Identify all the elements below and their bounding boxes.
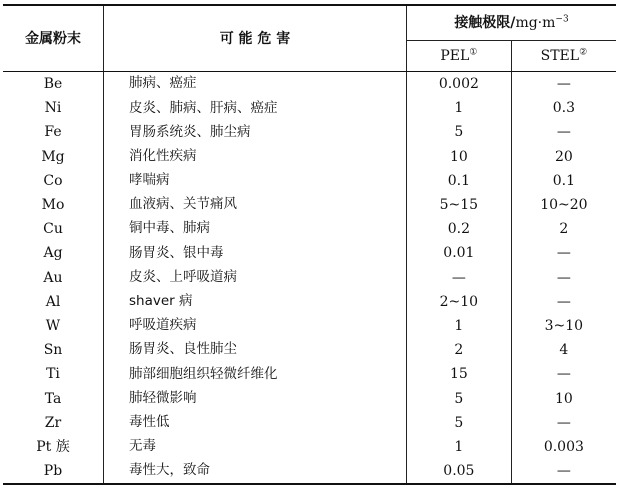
cell-metal: Be <box>43 76 63 93</box>
table-row <box>3 314 616 338</box>
cell-hazard: 毒性低 <box>104 411 407 435</box>
table-row <box>3 411 616 435</box>
cell-stel: 10~20 <box>511 193 616 217</box>
cell-hazard: 呼吸道疾病 <box>104 314 407 338</box>
header-stel-footnote: ② <box>579 47 588 58</box>
cell-stel: — <box>511 120 616 144</box>
header-pel <box>407 41 512 72</box>
cell-hazard: 皮炎、肺病、肝病、癌症 <box>104 96 407 120</box>
cell-stel: 20 <box>511 145 616 169</box>
table-row <box>3 241 616 265</box>
cell-stel: — <box>511 290 616 314</box>
cell-metal: Ta <box>44 390 62 407</box>
cell-stel: — <box>511 411 616 435</box>
cell-hazard: 哮喘病 <box>104 169 407 193</box>
cell-stel: 10 <box>511 386 616 410</box>
cell-metal: Fe <box>44 124 62 141</box>
cell-hazard: 肠胃炎、良性肺尘 <box>104 338 407 362</box>
cell-hazard: 铜中毒、肺病 <box>104 217 407 241</box>
cell-hazard: 消化性疾病 <box>104 145 407 169</box>
cell-hazard: shaver 病 <box>104 290 407 314</box>
cell-stel: — <box>511 459 616 484</box>
table-row <box>3 386 616 410</box>
table-row <box>3 266 616 290</box>
header-pel-label: PEL <box>440 48 470 64</box>
cell-metal: Zr <box>44 414 62 431</box>
cell-metal: Sn <box>43 342 63 359</box>
cell-metal: Cu <box>43 221 63 238</box>
table-row <box>3 217 616 241</box>
table-row <box>3 169 616 193</box>
table-row <box>3 338 616 362</box>
cell-pel: 2 <box>407 338 512 362</box>
cell-metal: Ti <box>46 366 60 383</box>
cell-hazard: 肺病、癌症 <box>104 72 407 97</box>
header-exposure-limit-unit: mg·m <box>515 15 556 31</box>
cell-pel: 1 <box>407 96 512 120</box>
header-row-top <box>3 5 616 41</box>
table-row <box>3 96 616 120</box>
cell-hazard: 肺轻微影响 <box>104 386 407 410</box>
cell-stel: — <box>511 72 616 97</box>
cell-pel: 0.05 <box>407 459 512 484</box>
cell-metal: Pt 族 <box>36 438 70 455</box>
cell-metal: W <box>45 317 61 334</box>
cell-stel: 3~10 <box>511 314 616 338</box>
cell-pel: 5~15 <box>407 193 512 217</box>
table-row <box>3 120 616 144</box>
cell-metal: Mo <box>41 197 65 214</box>
table-body <box>3 72 616 485</box>
cell-metal: Mg <box>41 148 65 165</box>
cell-hazard: 无毒 <box>104 435 407 459</box>
cell-metal: Al <box>45 293 61 310</box>
header-exposure-limit-label: 接触极限/ <box>454 15 516 31</box>
metal-powder-hazard-table <box>3 4 616 485</box>
cell-pel: 5 <box>407 386 512 410</box>
cell-pel: 15 <box>407 362 512 386</box>
cell-pel: — <box>407 266 512 290</box>
header-exposure-limit <box>407 5 617 41</box>
cell-hazard: 毒性大，致命 <box>104 459 407 484</box>
cell-hazard: 皮炎、上呼吸道病 <box>104 266 407 290</box>
header-exposure-limit-exponent: −3 <box>555 14 569 25</box>
cell-stel: 4 <box>511 338 616 362</box>
cell-pel: 10 <box>407 145 512 169</box>
table-row <box>3 145 616 169</box>
cell-pel: 5 <box>407 120 512 144</box>
cell-stel: 2 <box>511 217 616 241</box>
cell-stel: — <box>511 266 616 290</box>
table-row <box>3 459 616 484</box>
cell-metal: Pb <box>43 463 63 480</box>
cell-hazard: 血液病、关节痛风 <box>104 193 407 217</box>
table-row <box>3 362 616 386</box>
table-row <box>3 290 616 314</box>
cell-pel: 0.2 <box>407 217 512 241</box>
cell-metal: Co <box>43 172 63 189</box>
header-metal-powder: 金属粉末 <box>3 5 104 72</box>
cell-pel: 0.002 <box>407 72 512 97</box>
cell-stel: — <box>511 362 616 386</box>
cell-stel: — <box>511 241 616 265</box>
cell-hazard: 肺部细胞组织轻微纤维化 <box>104 362 407 386</box>
cell-stel: 0.1 <box>511 169 616 193</box>
cell-pel: 0.01 <box>407 241 512 265</box>
cell-metal: Ag <box>43 245 63 262</box>
cell-stel: 0.003 <box>511 435 616 459</box>
cell-hazard: 胃肠系统炎、肺尘病 <box>104 120 407 144</box>
cell-stel: 0.3 <box>511 96 616 120</box>
header-pel-footnote: ① <box>469 47 478 58</box>
cell-pel: 2~10 <box>407 290 512 314</box>
table-row <box>3 435 616 459</box>
cell-pel: 1 <box>407 435 512 459</box>
cell-hazard: 肠胃炎、银中毒 <box>104 241 407 265</box>
header-stel-label: STEL <box>540 48 580 64</box>
cell-metal: Ni <box>44 100 62 117</box>
header-possible-hazard: 可 能 危 害 <box>104 5 407 72</box>
cell-pel: 0.1 <box>407 169 512 193</box>
header-stel <box>511 41 616 72</box>
table-header <box>3 5 616 72</box>
cell-metal: Au <box>43 269 63 286</box>
cell-pel: 1 <box>407 314 512 338</box>
cell-pel: 5 <box>407 411 512 435</box>
table-row <box>3 72 616 97</box>
table-row <box>3 193 616 217</box>
